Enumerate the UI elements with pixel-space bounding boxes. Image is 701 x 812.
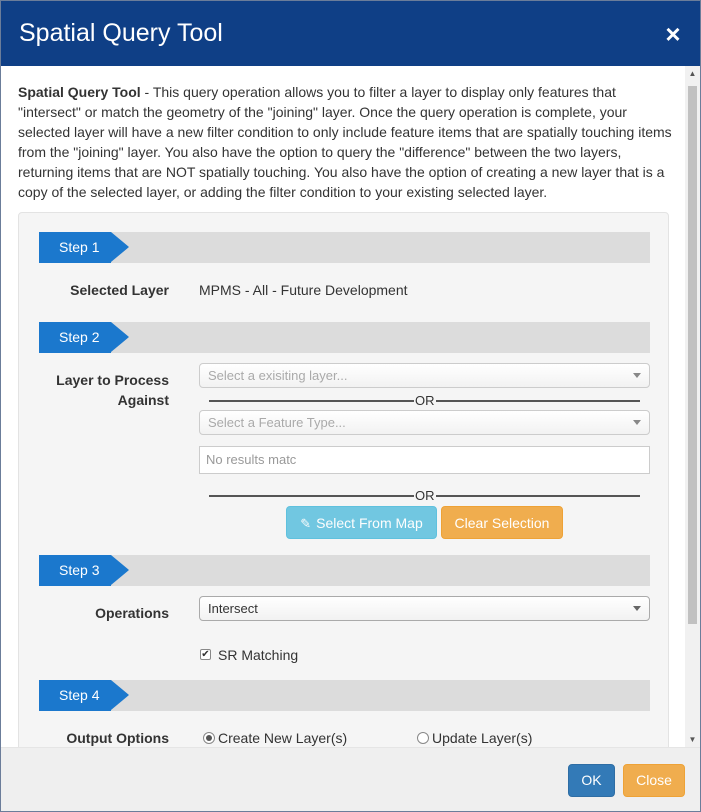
existing-layer-select[interactable] xyxy=(199,363,650,388)
step-3-tab: Step 3 xyxy=(39,555,111,586)
selected-layer-label: Selected Layer xyxy=(70,282,169,298)
operations-select[interactable] xyxy=(199,596,650,621)
pencil-icon: ✎ xyxy=(300,516,312,531)
operations-value: Intersect xyxy=(208,601,258,616)
chevron-down-icon xyxy=(633,606,641,611)
sr-matching-checkbox[interactable] xyxy=(200,649,211,660)
create-new-layer-radio[interactable] xyxy=(203,732,215,744)
query-panel xyxy=(18,212,669,747)
scroll-down-icon[interactable]: ▼ xyxy=(688,735,697,744)
update-layer-radio[interactable] xyxy=(417,732,429,744)
dialog-footer xyxy=(1,747,700,811)
process-against-label-line1: Layer to Process xyxy=(56,372,169,388)
step-2-bar xyxy=(39,322,650,353)
or-text: OR xyxy=(415,488,435,503)
intro-bold: Spatial Query Tool xyxy=(18,84,141,100)
clear-selection-button[interactable]: Clear Selection xyxy=(441,506,563,539)
close-button[interactable]: Close xyxy=(623,764,685,797)
checkmark-icon: ✔ xyxy=(201,649,210,660)
process-against-label-line2: Against xyxy=(117,392,169,408)
step-4-bar xyxy=(39,680,650,711)
or-divider-1 xyxy=(209,394,640,408)
feature-type-select[interactable] xyxy=(199,410,650,435)
ok-button[interactable]: OK xyxy=(568,764,615,797)
or-text: OR xyxy=(415,393,435,408)
select-from-map-label: Select From Map xyxy=(316,515,423,531)
selected-layer-value: MPMS - All - Future Development xyxy=(199,282,408,298)
step-1-tab: Step 1 xyxy=(39,232,111,263)
existing-layer-placeholder: Select a exisiting layer... xyxy=(208,368,348,383)
scroll-thumb[interactable] xyxy=(688,86,697,624)
process-against-label xyxy=(29,370,169,410)
scroll-up-icon[interactable]: ▲ xyxy=(688,69,697,78)
operations-label: Operations xyxy=(95,605,169,621)
dialog-title: Spatial Query Tool xyxy=(19,19,223,47)
sr-matching-label: SR Matching xyxy=(218,647,299,663)
step-2-tab: Step 2 xyxy=(39,322,111,353)
feature-type-placeholder: Select a Feature Type... xyxy=(208,415,346,430)
feature-search-input[interactable]: No results matc xyxy=(199,446,650,474)
select-from-map-button[interactable] xyxy=(286,506,437,539)
chevron-down-icon xyxy=(633,420,641,425)
create-new-layer-label: Create New Layer(s) xyxy=(218,730,348,746)
intro-text xyxy=(18,82,673,202)
or-divider-2 xyxy=(209,489,640,503)
step-3-bar xyxy=(39,555,650,586)
intro-description: - This query operation allows you to filter a layer to display only features that "intersect" or match the geometry of the "joining" layer. Once the query operation is complete, your selected layer will have a new filter condition to only include feature items that are spatially touching items from the "joining" layer. You also have the option to query the "difference" between the two layers, returning items that are NOT spatially touching. You also have the option of creating a new layer that is a copy of the selected layer, or adding the filter condition to your existing selected layer. xyxy=(18,84,672,200)
vertical-scrollbar[interactable] xyxy=(685,66,700,747)
update-layer-label: Update Layer(s) xyxy=(432,730,533,746)
step-4-tab: Step 4 xyxy=(39,680,111,711)
chevron-down-icon xyxy=(633,373,641,378)
step-1-bar xyxy=(39,232,650,263)
dialog-header xyxy=(1,1,700,66)
dialog-body xyxy=(1,66,700,747)
close-icon[interactable]: × xyxy=(665,19,681,49)
output-options-label: Output Options xyxy=(66,730,169,746)
